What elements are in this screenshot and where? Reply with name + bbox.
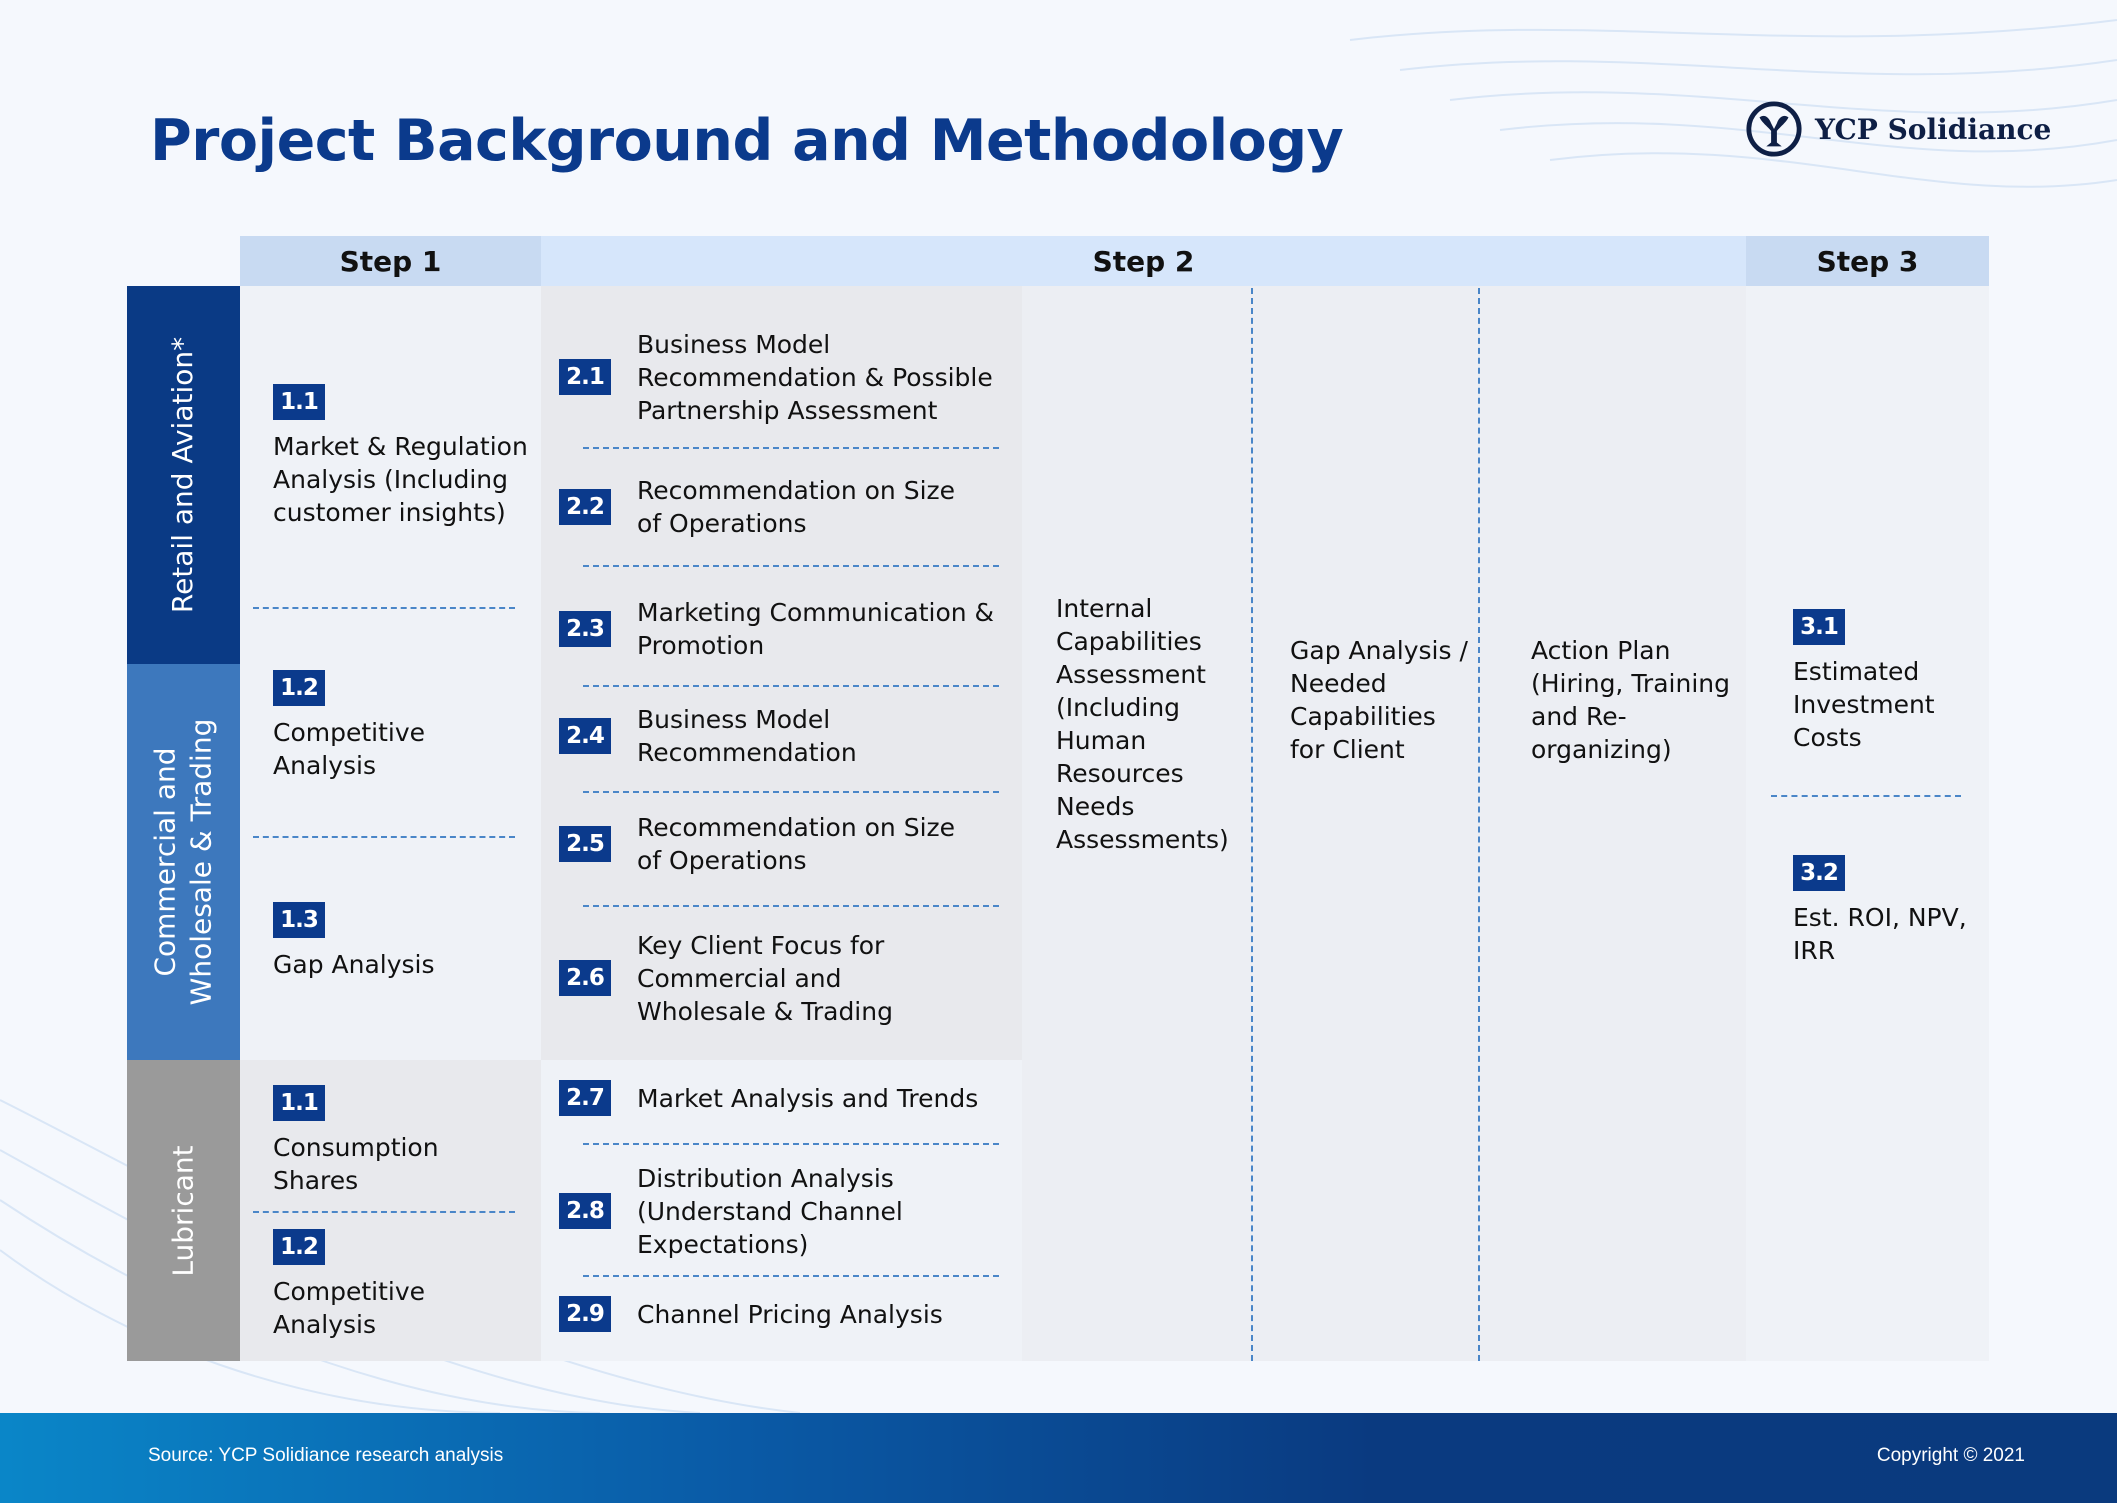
step3-cell — [1746, 286, 1989, 1361]
step2-item — [559, 473, 1019, 541]
step2-action-plan: Action Plan (Hiring, Training and Re-organizing) — [1531, 636, 1730, 764]
step-text: Competitive Analysis — [273, 1277, 426, 1339]
footer-copyright: Copyright © 2021 — [1876, 1445, 2025, 1466]
step-text: Market Analysis and Trends — [637, 1083, 979, 1113]
divider — [583, 447, 999, 449]
step2-item — [559, 1160, 1019, 1262]
step-text: Consumption Shares — [273, 1133, 439, 1195]
segment-label — [148, 719, 220, 1006]
step-badge: 1.2 — [273, 1229, 325, 1265]
step-badge: 2.9 — [559, 1296, 611, 1332]
step-text: Competitive Analysis — [273, 718, 426, 780]
logo-text: YCP Solidiance — [1815, 112, 2052, 146]
step-text: Channel Pricing Analysis — [637, 1299, 943, 1329]
step2-item — [559, 1080, 1019, 1116]
step-text: Key Client Focus for Commercial and Wholesale & Trading — [637, 930, 893, 1026]
step-text: Distribution Analysis (Understand Channel Expectations) — [637, 1163, 903, 1259]
step2-item — [559, 326, 1019, 428]
step-badge: 2.1 — [559, 359, 611, 395]
header-step-3: Step 3 — [1746, 236, 1989, 286]
divider — [1771, 795, 1961, 797]
page-title: Project Background and Methodology — [150, 108, 1344, 174]
step-badge: 2.5 — [559, 826, 611, 862]
step2-item — [559, 810, 1019, 878]
divider — [253, 836, 515, 838]
step1-item — [273, 1229, 533, 1341]
step-text: Marketing Communication & Promotion — [637, 598, 995, 660]
header-step-2: Step 2 — [541, 236, 1746, 286]
step-text: Business Model Recommendation — [637, 705, 857, 767]
step-badge: 2.2 — [559, 489, 611, 525]
step-text: Market & Regulation Analysis (Including customer insights) — [273, 432, 528, 527]
divider — [253, 1211, 515, 1213]
step-text: Est. ROI, NPV, IRR — [1793, 903, 1967, 965]
step1-item — [273, 670, 533, 782]
step2-item — [559, 595, 1019, 663]
step1-item — [273, 1085, 533, 1197]
footer-source: Source: YCP Solidiance research analysis — [148, 1445, 504, 1466]
segment-label: Lubricant — [166, 1144, 200, 1277]
step-badge: 1.3 — [273, 902, 325, 938]
segment-commercial-wholesale — [127, 664, 240, 1060]
divider — [583, 791, 999, 793]
step-text: Estimated Investment Costs — [1793, 657, 1935, 752]
step2-item — [559, 927, 1019, 1029]
header-step-1: Step 1 — [240, 236, 541, 286]
divider — [583, 1275, 999, 1277]
step3-item — [1793, 855, 1983, 967]
step-badge: 1.2 — [273, 670, 325, 706]
step-badge: 2.3 — [559, 611, 611, 647]
step-badge: 2.7 — [559, 1080, 611, 1116]
divider — [583, 685, 999, 687]
step-badge: 1.1 — [273, 1085, 325, 1121]
divider — [583, 905, 999, 907]
segment-label-line: Wholesale & Trading — [184, 718, 218, 1006]
step-text: Gap Analysis — [273, 950, 435, 979]
segment-retail-aviation — [127, 286, 240, 664]
divider — [583, 1143, 999, 1145]
step-text: Business Model Recommendation & Possible Partnership Assessment — [637, 329, 993, 425]
column-divider — [1251, 288, 1253, 1361]
divider — [583, 565, 999, 567]
column-divider — [1478, 288, 1480, 1361]
step3-item — [1793, 609, 1983, 754]
company-logo — [1745, 98, 2051, 160]
segment-lubricant — [127, 1060, 240, 1361]
step2-item — [559, 1296, 1019, 1332]
step-badge: 2.8 — [559, 1193, 611, 1229]
ycp-emblem-icon — [1745, 100, 1803, 158]
step2-gap-analysis: Gap Analysis / Needed Capabilities for Client — [1290, 636, 1468, 764]
step-badge: 3.2 — [1793, 855, 1845, 891]
divider — [253, 607, 515, 609]
segment-label: Retail and Aviation* — [166, 336, 200, 614]
step-text: Recommendation on Size of Operations — [637, 813, 956, 875]
step1-item — [273, 384, 533, 529]
step-badge: 3.1 — [1793, 609, 1845, 645]
step-badge: 1.1 — [273, 384, 325, 420]
step2-item — [559, 702, 1019, 770]
step-badge: 2.6 — [559, 960, 611, 996]
step-badge: 2.4 — [559, 718, 611, 754]
step1-item — [273, 902, 533, 981]
segment-label-line: Commercial and — [148, 747, 182, 977]
step-text: Recommendation on Size of Operations — [637, 476, 956, 538]
step2-internal-capabilities: Internal Capabilities Assessment (Including Human Resources Needs Assessments) — [1056, 594, 1229, 854]
